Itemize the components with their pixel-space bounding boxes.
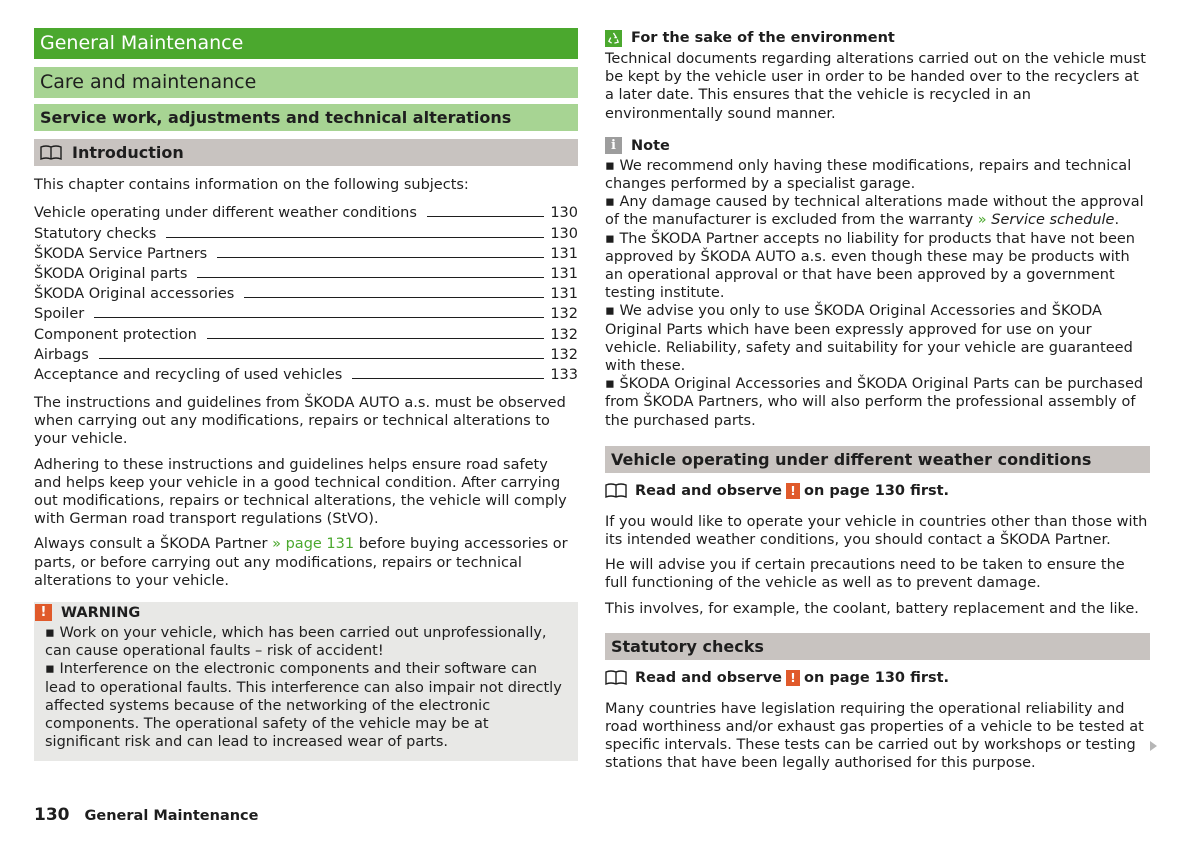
warning-icon: !	[786, 483, 800, 499]
toc-leader	[217, 257, 544, 258]
toc-title: Component protection	[34, 326, 197, 343]
toc-row[interactable]	[34, 263, 578, 283]
book-icon	[605, 483, 627, 499]
warning-item: ▪ Interference on the electronic components and their software can lead to operational faults. This interference can also impair not directly affected systems because of the networking of the electronic components. The operational safety of the vehicle may be at significant risk and can lead to increased wear of parts.	[45, 661, 562, 751]
warning-header	[34, 602, 567, 624]
note-title: Note	[631, 137, 670, 154]
paragraph: The instructions and guidelines from ŠKODA AUTO a.s. must be observed when carrying out any modifications, repairs or technical alterations to your vehicle.	[34, 394, 566, 448]
recycle-icon	[605, 30, 622, 47]
note-item-text: Any damage caused by technical alterations made without the approval of the manufacturer is excluded from the warranty	[605, 194, 1144, 229]
toc-row[interactable]	[34, 344, 578, 364]
service-schedule-link-arrow[interactable]: »	[977, 212, 992, 229]
table-of-contents	[34, 202, 578, 384]
page-footer	[34, 805, 258, 825]
warning-item-text: Work on your vehicle, which has been carried out unprofessionally, can cause operational faults – risk of accident!	[45, 624, 547, 660]
toc-title: Statutory checks	[34, 225, 157, 242]
toc-page: 132	[550, 346, 578, 363]
toc-page: 132	[550, 326, 578, 343]
toc-page: 130	[550, 205, 578, 222]
page-number: 130	[34, 805, 70, 825]
toc-page: 131	[550, 286, 578, 303]
toc-page: 131	[550, 265, 578, 282]
statutory-section-heading: Statutory checks	[605, 633, 1150, 660]
toc-leader	[94, 317, 544, 318]
toc-title: Acceptance and recycling of used vehicles	[34, 366, 343, 383]
section-heading: Care and maintenance	[34, 67, 578, 98]
toc-row[interactable]	[34, 202, 578, 222]
read-observe-text: Read and observe	[635, 482, 782, 499]
intro-text: This chapter contains information on the following subjects:	[34, 177, 469, 193]
paragraph	[34, 535, 578, 590]
toc-row[interactable]	[34, 283, 578, 303]
warning-item-text: Interference on the electronic components and their software can lead to operational faults. This interference can also impair not directly affected systems because of the networking of the electronic components. The operational safety of the vehicle may be at significant risk and can lead to increased wear of parts.	[45, 661, 562, 751]
paragraph: Adhering to these instructions and guidelines helps ensure road safety and helps keep your vehicle in a good technical condition. After carrying out modifications, repairs or technical alterations, the vehicle will comply with German road transport regulations (StVO).	[34, 456, 567, 528]
read-observe-page[interactable]: on page 130 first.	[804, 482, 950, 499]
warning-box	[34, 602, 578, 761]
toc-leader	[99, 358, 545, 359]
note-item: ▪ ŠKODA Original Accessories and ŠKODA Original Parts can be purchased from ŠKODA Partners, who will also perform the professional assembly of the purchased parts.	[605, 376, 1144, 429]
toc-page: 131	[550, 245, 578, 262]
environment-text: Technical documents regarding alterations carried out on the vehicle must be kept by the vehicle user in order to be handed over to the recyclers at a later date. This ensures that the vehicle is recycled in an environmentally sound manner.	[605, 51, 1146, 122]
read-observe-page[interactable]: on page 130 first.	[804, 669, 950, 686]
chapter-heading: General Maintenance	[34, 28, 578, 59]
toc-leader	[427, 216, 544, 217]
service-schedule-link[interactable]: Service schedule	[991, 212, 1115, 229]
toc-row[interactable]	[34, 303, 578, 323]
toc-page: 133	[550, 366, 578, 383]
paragraph-text: before buying accessories or parts, or before carrying out any modifications, repairs or technical alterations to your vehicle.	[34, 536, 568, 589]
page-link[interactable]: » page 131	[272, 536, 355, 553]
toc-title: Airbags	[34, 346, 89, 363]
right-column	[605, 28, 1150, 780]
note-item: ▪ We advise you only to use ŠKODA Original Accessories and ŠKODA Original Parts which have been expressly approved for use on your vehicle. Reliability, safety and suitability for your vehicle are guaranteed with these.	[605, 303, 1133, 375]
toc-leader	[244, 297, 544, 298]
toc-row[interactable]	[34, 243, 578, 263]
read-observe-line	[605, 481, 1150, 501]
warning-icon: !	[786, 670, 800, 686]
note-item: ▪ We recommend only having these modifications, repairs and technical changes performed by a specialist garage.	[605, 157, 1132, 193]
paragraph-text: Always consult a ŠKODA Partner	[34, 536, 273, 553]
toc-title: ŠKODA Original parts	[34, 265, 188, 282]
note-item-text: The ŠKODA Partner accepts no liability for products that have not been approved by ŠKODA AUTO a.s. even though these may be products with an operational approval or that have been approved by a government testing institute.	[605, 230, 1135, 302]
toc-leader	[207, 338, 544, 339]
warning-item: ▪ Work on your vehicle, which has been carried out unprofessionally, can cause operational faults – risk of accident!	[45, 624, 547, 660]
subsection-heading: Service work, adjustments and technical alterations	[34, 104, 578, 131]
left-column	[34, 28, 578, 761]
read-observe-text: Read and observe	[635, 669, 782, 686]
toc-title: Vehicle operating under different weather conditions	[34, 205, 417, 222]
introduction-label: Introduction	[72, 143, 184, 162]
note-header	[605, 136, 1150, 156]
toc-leader	[166, 237, 544, 238]
toc-leader	[197, 277, 544, 278]
warning-icon: !	[35, 604, 52, 621]
note-item-end: .	[1114, 212, 1120, 229]
note-item: ▪ Any damage caused by technical alterations made without the approval of the manufacturer is excluded from the warranty » Service schedule.	[605, 194, 1144, 229]
info-icon: i	[605, 137, 622, 154]
paragraph: This involves, for example, the coolant, battery replacement and the like.	[605, 600, 1139, 617]
environment-header	[605, 28, 1150, 48]
note-item-text: ŠKODA Original Accessories and ŠKODA Original Parts can be purchased from ŠKODA Partners, who will also perform the professional assembly of the purchased parts.	[605, 376, 1144, 429]
paragraph: He will advise you if certain precautions need to be taken to ensure the full functioning of the vehicle as well as to prevent damage.	[605, 557, 1125, 592]
toc-title: ŠKODA Original accessories	[34, 286, 235, 303]
introduction-heading	[34, 139, 578, 166]
toc-leader	[352, 378, 544, 379]
toc-row[interactable]	[34, 323, 578, 343]
note-item-text: We recommend only having these modifications, repairs and technical changes performed by a specialist garage.	[605, 157, 1132, 193]
read-observe-line	[605, 668, 1150, 688]
warning-title: WARNING	[61, 604, 141, 621]
toc-row[interactable]	[34, 222, 578, 242]
environment-title: For the sake of the environment	[631, 30, 895, 46]
weather-section-heading: Vehicle operating under different weather conditions	[605, 446, 1150, 473]
book-icon	[605, 670, 627, 686]
toc-row[interactable]	[34, 364, 578, 384]
note-item: ▪ The ŠKODA Partner accepts no liability for products that have not been approved by ŠKODA AUTO a.s. even though these may be products with an operational approval or that have been approved by a government testing institute.	[605, 230, 1135, 302]
continue-arrow-icon	[1150, 741, 1157, 751]
toc-page: 130	[550, 225, 578, 242]
book-icon	[40, 145, 62, 161]
footer-section: General Maintenance	[84, 808, 259, 824]
toc-title: ŠKODA Service Partners	[34, 245, 208, 262]
paragraph: If you would like to operate your vehicle in countries other than those with its intended weather conditions, you should contact a ŠKODA Partner.	[605, 513, 1148, 549]
note-item-text: We advise you only to use ŠKODA Original Accessories and ŠKODA Original Parts which have been expressly approved for use on your vehicle. Reliability, safety and suitability for your vehicle are guaranteed with these.	[605, 303, 1133, 375]
paragraph: Many countries have legislation requiring the operational reliability and road worthiness and/or exhaust gas properties of a vehicle to be tested at specific intervals. These tests can be carried out by workshops or testing stations that have been legally authorised for this purpose.	[605, 700, 1144, 772]
toc-title: Spoiler	[34, 306, 85, 323]
toc-page: 132	[550, 306, 578, 323]
note-body	[605, 157, 1150, 430]
